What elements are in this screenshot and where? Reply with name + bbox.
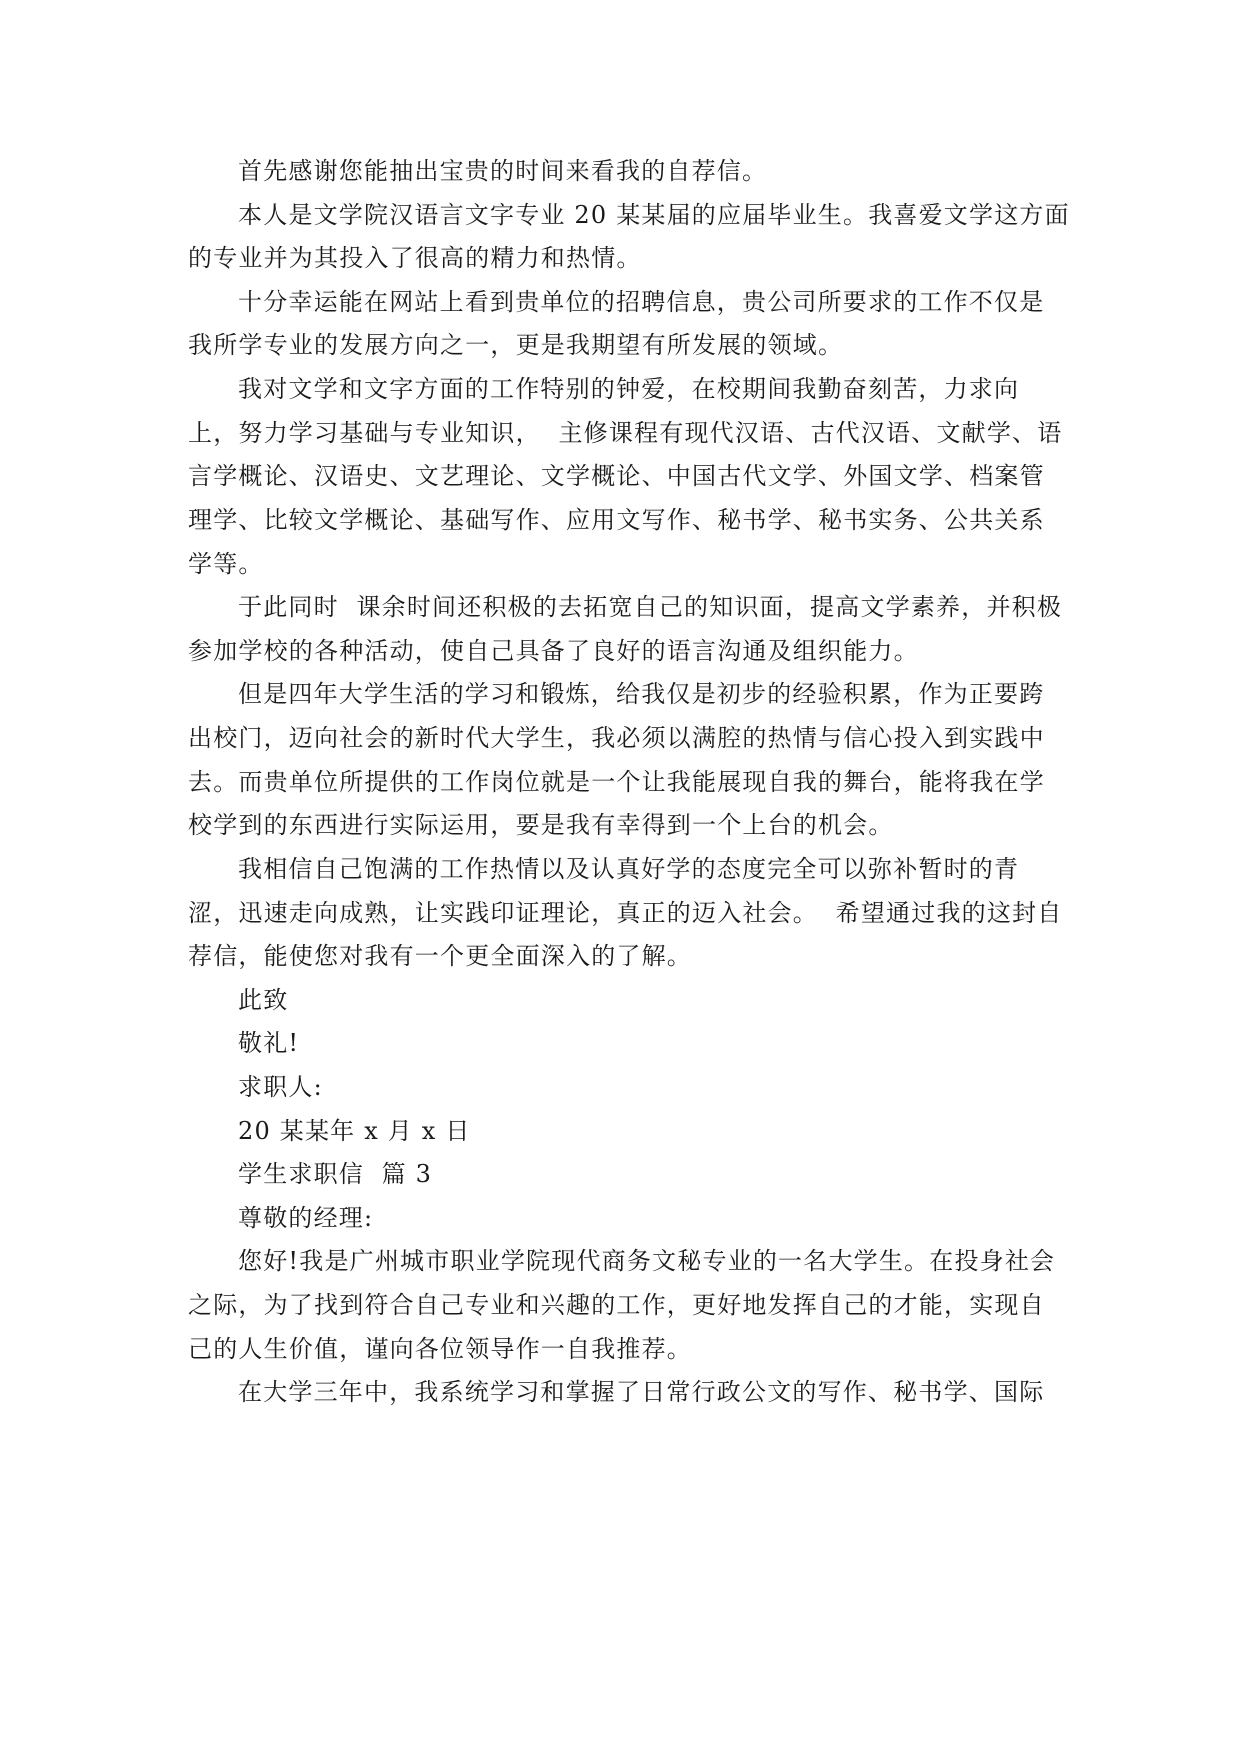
text-line: 于此同时 课余时间还积极的去拓宽自己的知识面，提高文学素养，并积极: [238, 593, 1063, 621]
section-heading: 学生求职信 篇 3: [238, 1160, 433, 1188]
text-line: 己的人生价值，谨向各位领导作一自我推荐。: [188, 1335, 692, 1363]
text-line: 去。而贵单位所提供的工作岗位就是一个让我能展现自我的舞台，能将我在学: [188, 768, 1045, 796]
text-line: 上，努力学习基础与专业知识， 主修课程有现代汉语、古代汉语、文献学、语: [188, 419, 1063, 447]
text-line: 涩，迅速走向成熟，让实践印证理论，真正的迈入社会。 希望通过我的这封自: [188, 899, 1063, 927]
text-line: 言学概论、汉语史、文艺理论、文学概论、中国古代文学、外国文学、档案管: [188, 462, 1045, 490]
text-line: 学等。: [188, 550, 264, 578]
closing-salutation: 此致: [238, 986, 289, 1014]
text-line: 校学到的东西进行实际运用，要是我有幸得到一个上台的机会。: [188, 811, 894, 839]
text-line: 荐信，能使您对我有一个更全面深入的了解。: [188, 942, 692, 970]
text-line: 理学、比较文学概论、基础写作、应用文写作、秘书学、秘书实务、公共关系: [188, 506, 1045, 534]
text-line: 您好!我是广州城市职业学院现代商务文秘专业的一名大学生。在投身社会: [238, 1247, 1056, 1275]
text-line: 的专业并为其投入了很高的精力和热情。: [188, 244, 642, 272]
text-line: 首先感谢您能抽出宝贵的时间来看我的自荐信。: [238, 157, 768, 185]
text-line: 参加学校的各种活动，使自己具备了良好的语言沟通及组织能力。: [188, 637, 919, 665]
text-line: 我相信自己饱满的工作热情以及认真好学的态度完全可以弥补暂时的青: [238, 855, 1020, 883]
text-line: 在大学三年中，我系统学习和掌握了日常行政公文的写作、秘书学、国际: [238, 1378, 1045, 1406]
closing-respect: 敬礼!: [238, 1029, 300, 1057]
text-line: 我对文学和文字方面的工作特别的钟爱，在校期间我勤奋刻苦，力求向: [238, 375, 1020, 403]
text-line: 但是四年大学生活的学习和锻炼，给我仅是初步的经验积累，作为正要跨: [238, 680, 1045, 708]
text-line: 本人是文学院汉语言文字专业 20 某某届的应届毕业生。我喜爱文学这方面: [238, 201, 1070, 229]
text-line: 我所学专业的发展方向之一，更是我期望有所发展的领域。: [188, 331, 844, 359]
text-line: 之际，为了找到符合自己专业和兴趣的工作，更好地发挥自己的才能，实现自: [188, 1291, 1045, 1319]
applicant-label: 求职人:: [238, 1073, 323, 1101]
greeting: 尊敬的经理:: [238, 1204, 374, 1232]
letter-date: 20 某某年 x 月 x 日: [238, 1117, 471, 1145]
text-line: 十分幸运能在网站上看到贵单位的招聘信息，贵公司所要求的工作不仅是: [238, 288, 1045, 316]
text-line: 出校门，迈向社会的新时代大学生，我必须以满腔的热情与信心投入到实践中: [188, 724, 1045, 752]
